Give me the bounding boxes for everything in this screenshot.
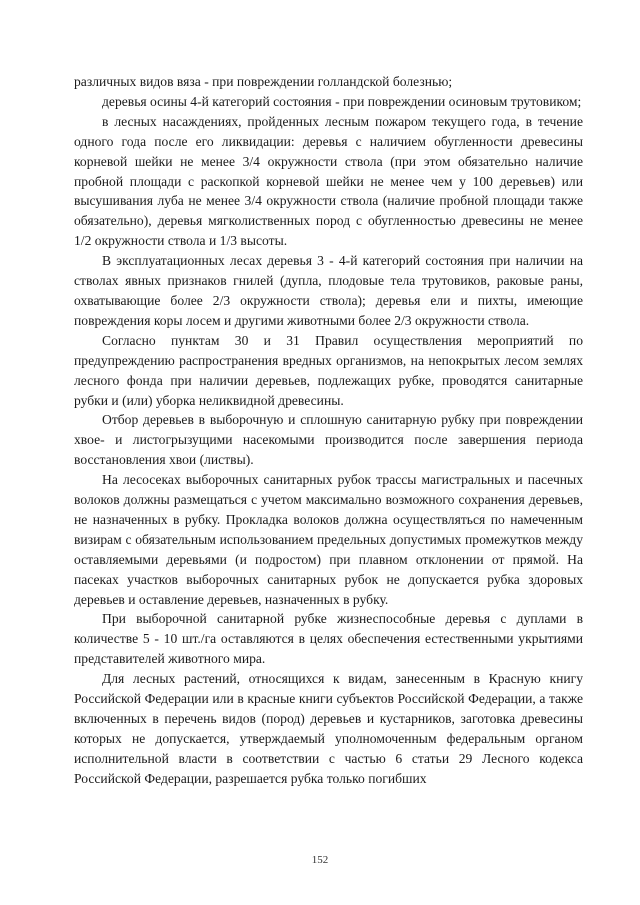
paragraph-9: Для лесных растений, относящихся к видам, занесенным в Красную книгу Российской Федерации или в красные книги субъектов Российской Федерации, а также включенных в перечень видов (пород) деревьев и кустарников, заготовка древесины которых не допускается, утверждаемый уполномоченным федеральным органом исполнительной власти в соответствии с частью 6 статьи 29 Лесного кодекса Российской Федерации, разрешается рубка только погибших (74, 671, 583, 786)
paragraph-8: При выборочной санитарной рубке жизнеспособные деревья с дуплами в количестве 5 - 10 шт./га оставляются в целях обеспечения естественными укрытиями представителей животного мира. (74, 611, 583, 667)
page-number: 152 (311, 854, 329, 866)
paragraph-2: деревья осины 4-й категорий состояния - при повреждении осиновым трутовиком; (102, 93, 582, 109)
paragraph-5: Согласно пунктам 30 и 31 Правил осуществления мероприятий по предупреждению распространения вредных организмов, на непокрытых лесом землях лесного фонда при наличии деревьев, подлежащих рубке, проводятся санитарные рубки и (или) уборка неликвидной древесины. (74, 332, 583, 408)
paragraph-6: Отбор деревьев в выборочную и сплошную санитарную рубку при повреждении хвое- и листогрызущими насекомыми производится после завершения периода восстановления хвои (листвы). (74, 412, 583, 468)
paragraph-1: различных видов вяза - при повреждении голландской болезнью; (74, 74, 453, 89)
paragraph-7: На лесосеках выборочных санитарных рубок трассы магистральных и пасечных волоков должны размещаться с учетом максимально возможного сохранения деревьев, не назначенных в рубку. Прокладка волоков должна осуществляться по намеченным визирам с обязательным использованием предельных допустимых промежутков между оставляемыми деревьями (и подростом) при плавном отклонении от прямой. На пасеках участков выборочных санитарных рубок не допускается рубка здоровых деревьев и оставление деревьев, назначенных в рубку. (74, 472, 583, 607)
document-body (74, 72, 583, 789)
paragraph-3: в лесных насаждениях, пройденных лесным пожаром текущего года, в течение одного года после его ликвидации: деревья с наличием обугленности древесины корневой шейки не менее 3/4 окружности ствола (при этом обязательно наличие пробной площади с раскопкой корневой шейки не менее чем у 100 деревьев) или высушивания луба не менее 3/4 окружности ствола (наличие пробной площади также обязательно), деревья мягколиственных пород с обугленностью древесины не менее 1/2 окружности ствола и 1/3 высоты. (74, 113, 583, 249)
paragraph-4: В эксплуатационных лесах деревья 3 - 4-й категорий состояния при наличии на стволах явных признаков гнилей (дупла, плодовые тела трутовиков, раковые раны, охватывающие более 2/3 окружности ствола); деревья ели и пихты, имеющие повреждения коры лосем и другими животными более 2/3 окружности ствола. (74, 253, 583, 328)
